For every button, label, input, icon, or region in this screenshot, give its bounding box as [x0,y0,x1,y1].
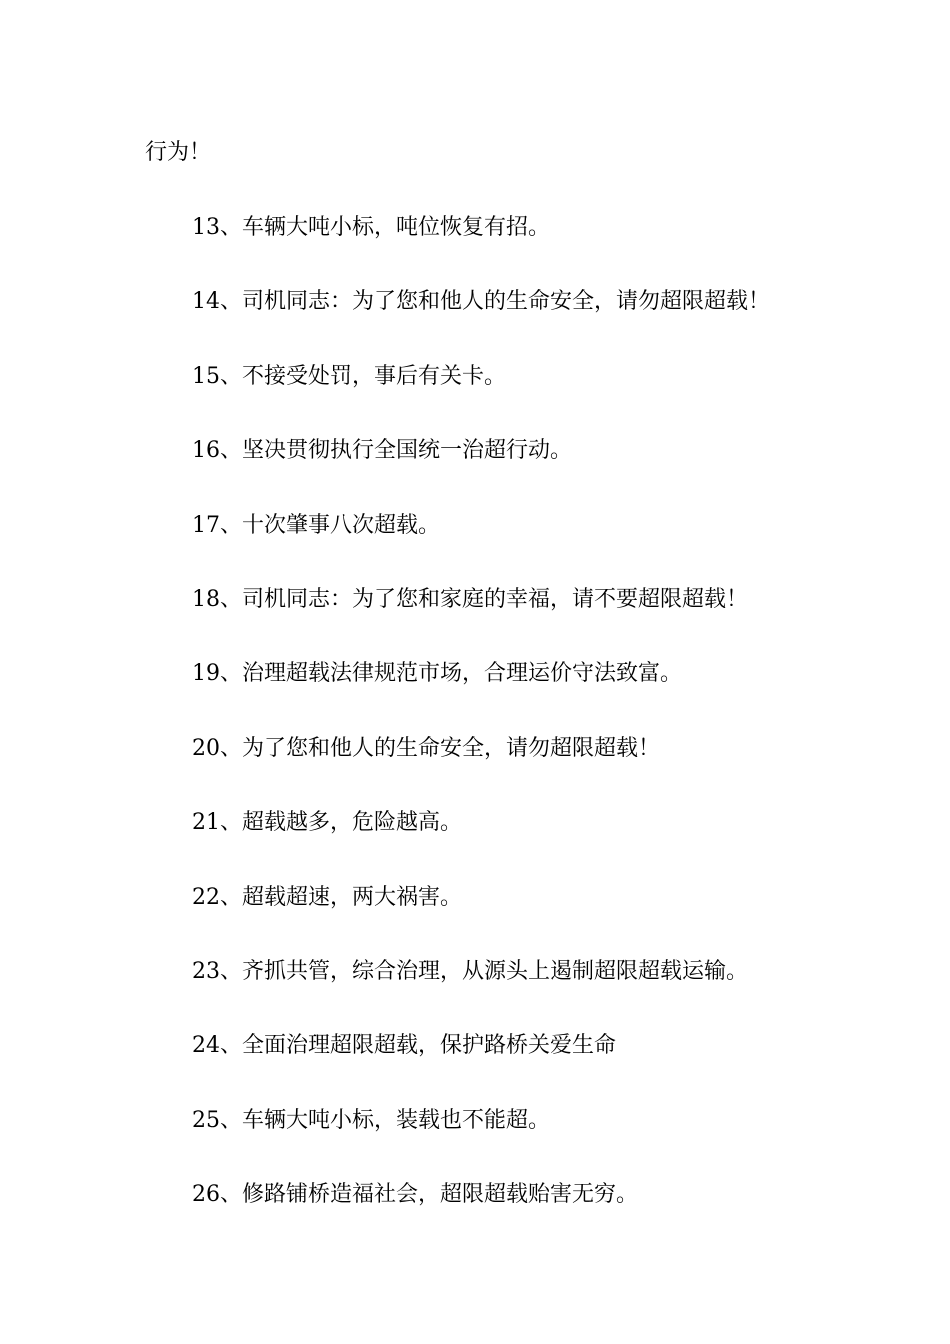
item-text: 治理超载法律规范市场，合理运价守法致富。 [242,661,683,686]
item-text: 车辆大吨小标，吨位恢复有招。 [242,215,551,240]
item-number: 21、 [192,810,242,835]
item-text: 坚决贯彻执行全国统一治超行动。 [242,438,573,463]
item-number: 16、 [192,438,242,463]
item-text: 为了您和他人的生命安全，请勿超限超载！ [242,736,661,761]
item-text: 齐抓共管，综合治理，从源头上遏制超限超载运输。 [242,959,749,984]
list-item [192,584,748,616]
item-number: 23、 [192,959,242,984]
list-item [192,1030,616,1062]
item-text: 超载越多，危险越高。 [242,810,463,835]
list-item [192,286,770,318]
item-text: 全面治理超限超载，保护路桥关爱生命 [242,1033,617,1058]
list-item [192,212,550,244]
list-item [192,658,682,690]
item-number: 13、 [192,215,242,240]
list-item [192,956,748,988]
item-number: 14、 [192,289,242,314]
item-text: 车辆大吨小标，装载也不能超。 [242,1108,551,1133]
list-item [192,733,660,765]
item-number: 22、 [192,885,242,910]
item-number: 18、 [192,587,242,612]
item-text: 司机同志：为了您和家庭的幸福，请不要超限超载！ [242,587,749,612]
list-item [192,510,440,542]
item-number: 19、 [192,661,242,686]
continuation-text: 行为！ [145,140,212,165]
item-number: 15、 [192,364,242,389]
list-item [192,1105,550,1137]
item-text: 十次肇事八次超载。 [242,513,441,538]
item-text: 不接受处罚，事后有关卡。 [242,364,507,389]
list-item [192,361,506,393]
item-text: 修路铺桥造福社会，超限超载贻害无穷。 [242,1182,639,1207]
item-text: 司机同志：为了您和他人的生命安全，请勿超限超载！ [242,289,771,314]
list-item [192,1179,638,1211]
item-number: 24、 [192,1033,242,1058]
item-number: 17、 [192,513,242,538]
item-text: 超载超速，两大祸害。 [242,885,463,910]
list-item [192,882,462,914]
item-number: 26、 [192,1182,242,1207]
item-number: 20、 [192,736,242,761]
item-number: 25、 [192,1108,242,1133]
list-item [192,435,572,467]
list-item [192,807,462,839]
